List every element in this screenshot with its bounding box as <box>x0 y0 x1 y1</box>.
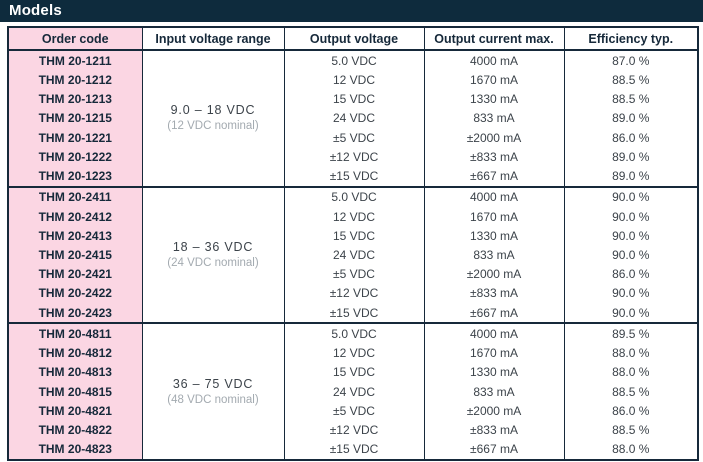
order-code-cell: THM 20-2411 <box>8 187 142 207</box>
efficiency-cell: 88.5 % <box>564 89 698 108</box>
column-header-output-current-max: Output current max. <box>424 27 564 50</box>
order-code-cell: THM 20-4812 <box>8 344 142 363</box>
models-table <box>7 26 699 461</box>
efficiency-cell: 88.5 % <box>564 70 698 89</box>
output-current-cell: ±833 mA <box>424 421 564 440</box>
table-row <box>8 166 698 186</box>
order-code-cell: THM 20-2422 <box>8 284 142 303</box>
table-row <box>8 421 698 440</box>
efficiency-cell: 90.0 % <box>564 226 698 245</box>
output-voltage-cell: ±5 VDC <box>284 128 424 147</box>
table-row <box>8 344 698 363</box>
output-current-cell: ±2000 mA <box>424 128 564 147</box>
order-code-cell: THM 20-1212 <box>8 70 142 89</box>
efficiency-cell: 90.0 % <box>564 284 698 303</box>
order-code-cell: THM 20-1221 <box>8 128 142 147</box>
table-row <box>8 89 698 108</box>
table-row <box>8 303 698 323</box>
output-voltage-cell: 12 VDC <box>284 70 424 89</box>
table-row <box>8 128 698 147</box>
input-range-cell <box>142 187 284 324</box>
table-row <box>8 245 698 264</box>
table-header-row <box>8 27 698 50</box>
model-group-48v <box>8 323 698 460</box>
column-header-order-code: Order code <box>8 27 142 50</box>
output-voltage-cell: ±12 VDC <box>284 421 424 440</box>
output-voltage-cell: ±5 VDC <box>284 401 424 420</box>
order-code-cell: THM 20-4813 <box>8 363 142 382</box>
table-row <box>8 70 698 89</box>
table-row <box>8 401 698 420</box>
model-group-12v <box>8 50 698 187</box>
output-voltage-cell: ±15 VDC <box>284 440 424 460</box>
order-code-cell: THM 20-1211 <box>8 50 142 70</box>
output-voltage-cell: 12 VDC <box>284 344 424 363</box>
output-current-cell: 4000 mA <box>424 50 564 70</box>
efficiency-cell: 90.0 % <box>564 187 698 207</box>
output-voltage-cell: ±15 VDC <box>284 166 424 186</box>
efficiency-cell: 88.0 % <box>564 440 698 460</box>
output-current-cell: 4000 mA <box>424 323 564 343</box>
output-current-cell: 4000 mA <box>424 187 564 207</box>
output-voltage-cell: 24 VDC <box>284 245 424 264</box>
efficiency-cell: 88.5 % <box>564 382 698 401</box>
output-current-cell: 833 mA <box>424 245 564 264</box>
table-row <box>8 187 698 207</box>
section-title-bar <box>0 0 703 22</box>
order-code-cell: THM 20-2423 <box>8 303 142 323</box>
input-range-value: 18 – 36 VDC <box>172 239 254 254</box>
column-header-input-voltage-range: Input voltage range <box>142 27 284 50</box>
output-voltage-cell: 12 VDC <box>284 207 424 226</box>
output-current-cell: 1330 mA <box>424 226 564 245</box>
section-title: Models <box>9 2 62 19</box>
output-voltage-cell: ±15 VDC <box>284 303 424 323</box>
order-code-cell: THM 20-4822 <box>8 421 142 440</box>
efficiency-cell: 86.0 % <box>564 128 698 147</box>
order-code-cell: THM 20-4811 <box>8 323 142 343</box>
model-group-24v <box>8 187 698 324</box>
table-row <box>8 207 698 226</box>
output-current-cell: 1670 mA <box>424 207 564 226</box>
efficiency-cell: 90.0 % <box>564 303 698 323</box>
table-row <box>8 363 698 382</box>
input-nominal-value: (12 VDC nominal) <box>167 120 259 133</box>
output-current-cell: 1330 mA <box>424 89 564 108</box>
efficiency-cell: 88.0 % <box>564 363 698 382</box>
efficiency-cell: 88.0 % <box>564 344 698 363</box>
output-current-cell: 833 mA <box>424 382 564 401</box>
efficiency-cell: 87.0 % <box>564 50 698 70</box>
table-row <box>8 147 698 166</box>
table-row <box>8 284 698 303</box>
input-nominal-value: (24 VDC nominal) <box>167 256 259 269</box>
efficiency-cell: 86.0 % <box>564 401 698 420</box>
order-code-cell: THM 20-1222 <box>8 147 142 166</box>
order-code-cell: THM 20-2412 <box>8 207 142 226</box>
output-voltage-cell: 15 VDC <box>284 226 424 245</box>
output-voltage-cell: 5.0 VDC <box>284 50 424 70</box>
output-current-cell: 1670 mA <box>424 70 564 89</box>
output-voltage-cell: ±5 VDC <box>284 265 424 284</box>
order-code-cell: THM 20-1215 <box>8 109 142 128</box>
order-code-cell: THM 20-4823 <box>8 440 142 460</box>
output-current-cell: ±2000 mA <box>424 401 564 420</box>
output-current-cell: ±833 mA <box>424 147 564 166</box>
column-header-output-voltage: Output voltage <box>284 27 424 50</box>
output-voltage-cell: 15 VDC <box>284 363 424 382</box>
input-range-cell <box>142 323 284 460</box>
order-code-cell: THM 20-2415 <box>8 245 142 264</box>
efficiency-cell: 89.0 % <box>564 147 698 166</box>
output-current-cell: ±667 mA <box>424 166 564 186</box>
table-row <box>8 323 698 343</box>
output-current-cell: ±833 mA <box>424 284 564 303</box>
input-nominal-value: (48 VDC nominal) <box>167 393 259 406</box>
input-range-value: 36 – 75 VDC <box>172 376 254 391</box>
order-code-cell: THM 20-4815 <box>8 382 142 401</box>
order-code-cell: THM 20-2421 <box>8 265 142 284</box>
output-current-cell: 833 mA <box>424 109 564 128</box>
output-voltage-cell: 24 VDC <box>284 109 424 128</box>
input-range-value: 9.0 – 18 VDC <box>170 103 256 118</box>
output-voltage-cell: 24 VDC <box>284 382 424 401</box>
output-current-cell: ±2000 mA <box>424 265 564 284</box>
output-voltage-cell: ±12 VDC <box>284 284 424 303</box>
efficiency-cell: 86.0 % <box>564 265 698 284</box>
table-row <box>8 265 698 284</box>
table-row <box>8 440 698 460</box>
order-code-cell: THM 20-4821 <box>8 401 142 420</box>
order-code-cell: THM 20-2413 <box>8 226 142 245</box>
column-header-efficiency-typ: Efficiency typ. <box>564 27 698 50</box>
output-current-cell: ±667 mA <box>424 303 564 323</box>
efficiency-cell: 88.5 % <box>564 421 698 440</box>
output-voltage-cell: 5.0 VDC <box>284 187 424 207</box>
table-row <box>8 50 698 70</box>
efficiency-cell: 89.0 % <box>564 166 698 186</box>
input-range-cell <box>142 50 284 187</box>
table-row <box>8 109 698 128</box>
output-current-cell: ±667 mA <box>424 440 564 460</box>
efficiency-cell: 90.0 % <box>564 245 698 264</box>
output-current-cell: 1670 mA <box>424 344 564 363</box>
table-row <box>8 382 698 401</box>
output-current-cell: 1330 mA <box>424 363 564 382</box>
table-row <box>8 226 698 245</box>
order-code-cell: THM 20-1213 <box>8 89 142 108</box>
efficiency-cell: 89.0 % <box>564 109 698 128</box>
output-voltage-cell: 15 VDC <box>284 89 424 108</box>
output-voltage-cell: 5.0 VDC <box>284 323 424 343</box>
efficiency-cell: 89.5 % <box>564 323 698 343</box>
output-voltage-cell: ±12 VDC <box>284 147 424 166</box>
order-code-cell: THM 20-1223 <box>8 166 142 186</box>
efficiency-cell: 90.0 % <box>564 207 698 226</box>
